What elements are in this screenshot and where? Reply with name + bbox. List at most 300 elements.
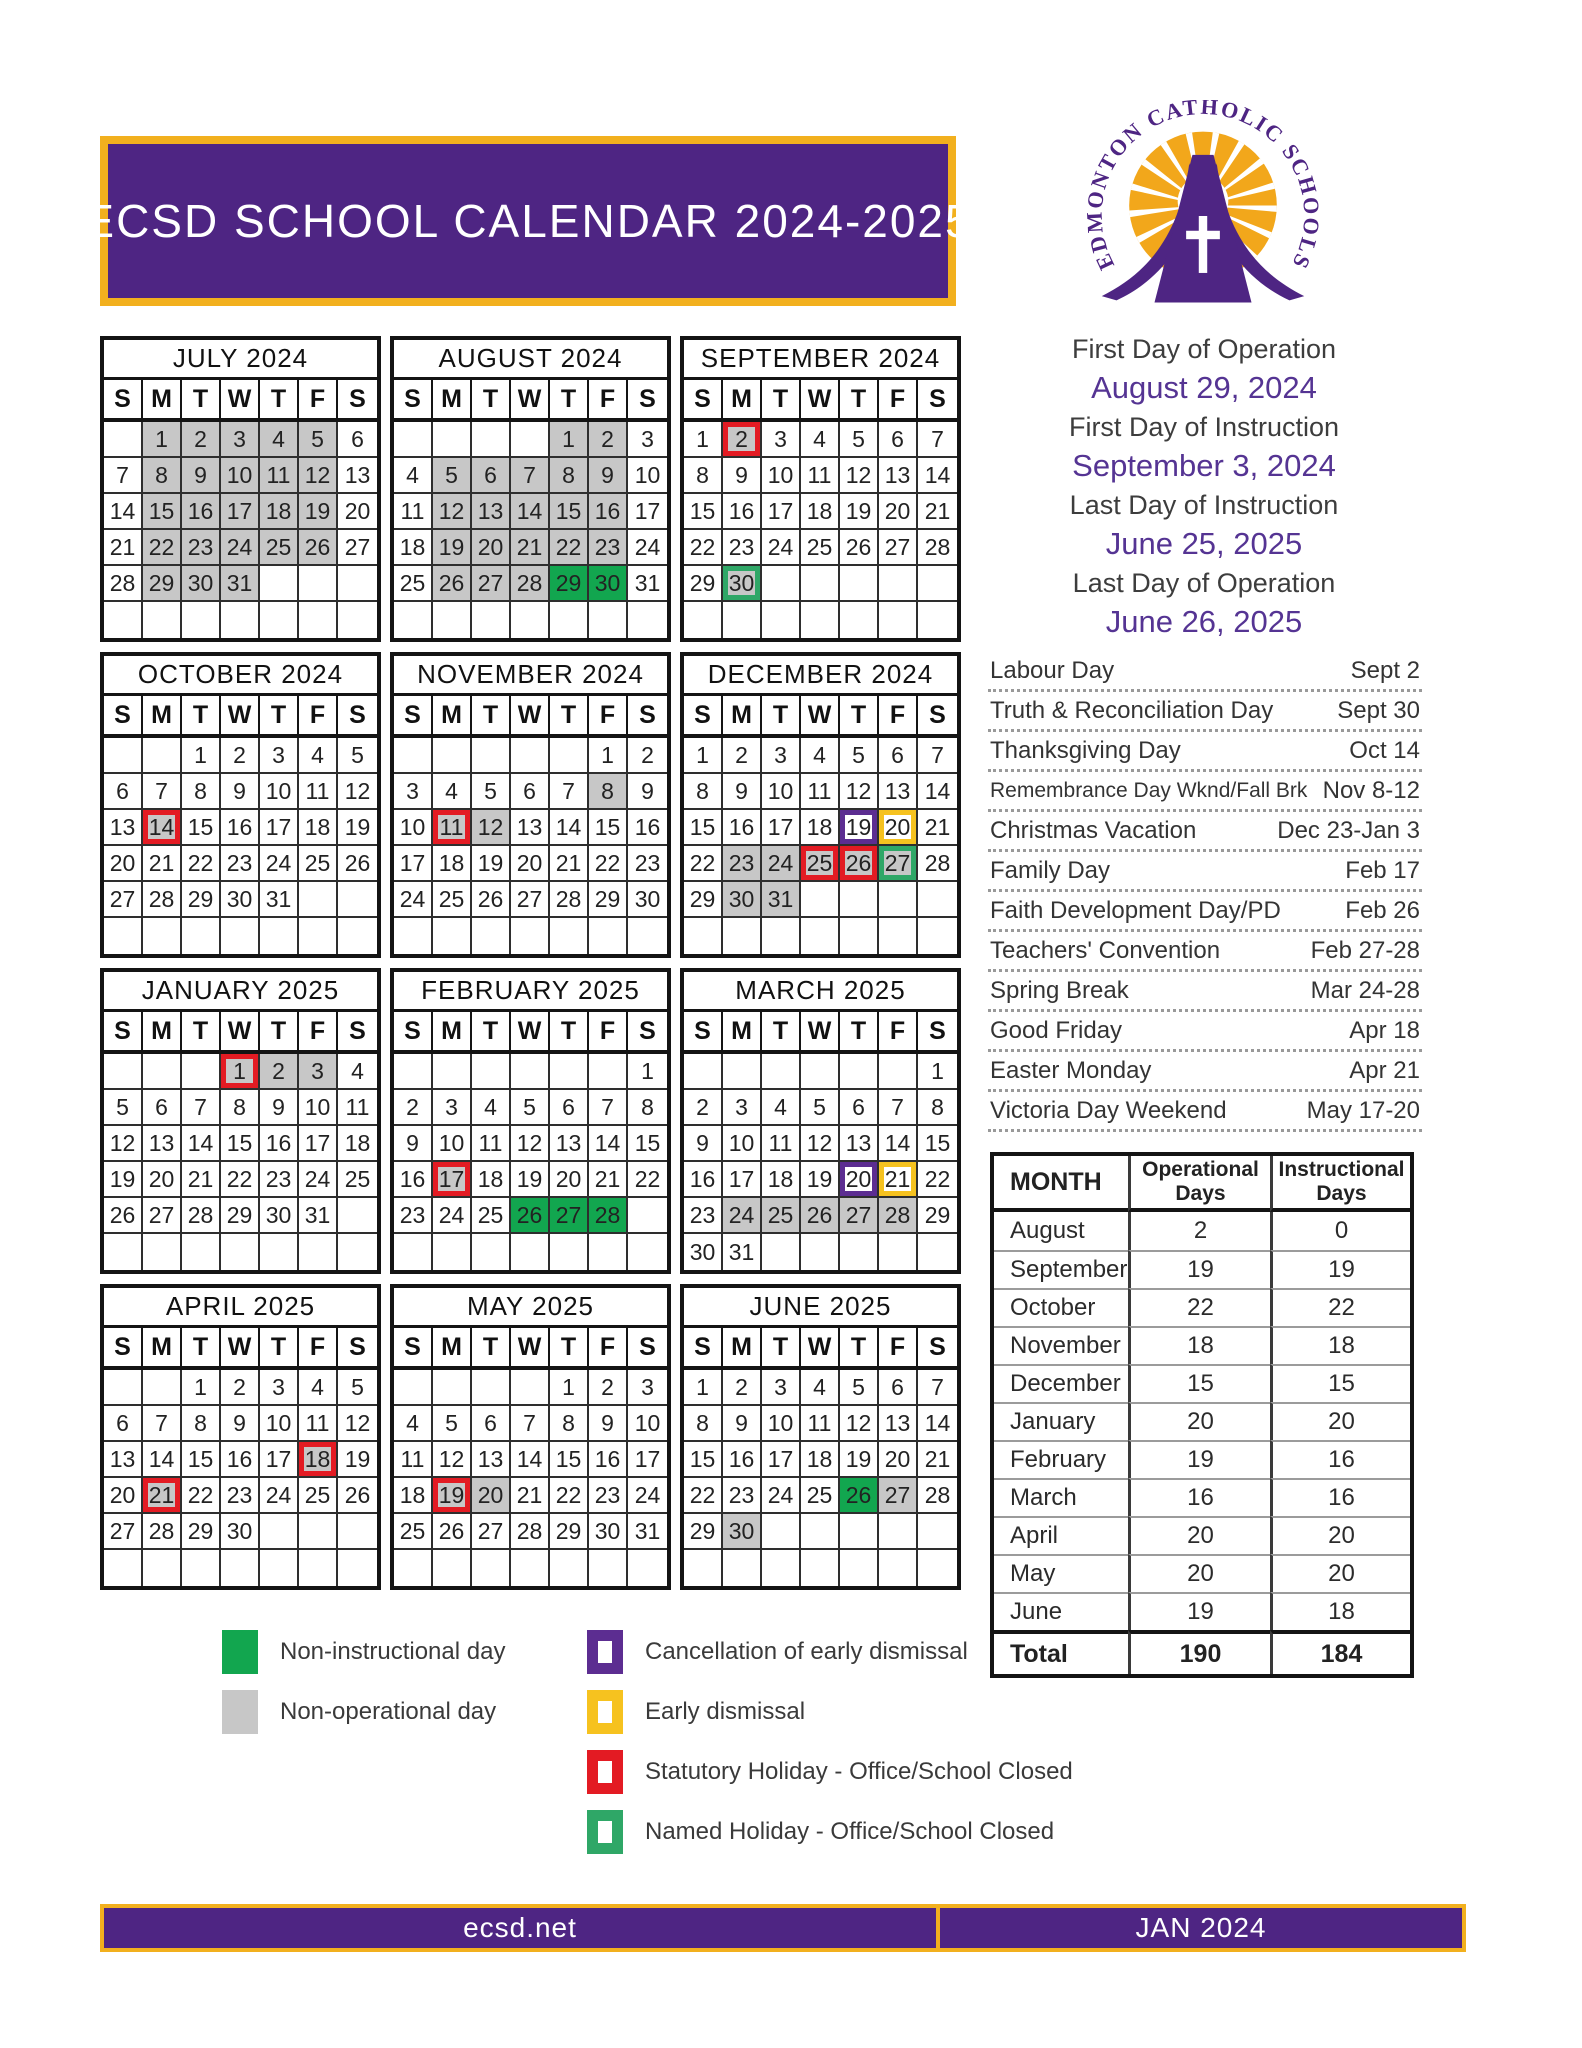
- milestone-label: First Day of Instruction: [1068, 412, 1340, 442]
- calendar-body: [684, 738, 957, 954]
- day-of-week-header: W: [511, 1328, 550, 1366]
- day-cell: [879, 602, 918, 638]
- day-cell: [221, 918, 260, 954]
- day-of-week-header: T: [260, 380, 299, 418]
- day-cell: [299, 918, 338, 954]
- day-of-week-header: F: [589, 1328, 628, 1366]
- day-cell: [511, 918, 550, 954]
- day-cell: 24: [394, 882, 433, 918]
- day-cell: 17: [394, 846, 433, 882]
- day-cell: 7: [143, 1406, 182, 1442]
- day-cell: [338, 1550, 377, 1586]
- days-table-value: 20: [1128, 1554, 1270, 1592]
- day-of-week-header: S: [929, 1016, 946, 1045]
- holiday-label: Faith Development Day/PD: [990, 896, 1281, 924]
- day-cell: 29: [143, 566, 182, 602]
- days-table-month: March: [994, 1478, 1128, 1516]
- day-cell: 19: [338, 810, 377, 846]
- day-cell: 31: [299, 1198, 338, 1234]
- holiday-label: Teachers' Convention: [990, 936, 1221, 964]
- day-cell: 17: [433, 1162, 472, 1198]
- day-cell: [472, 918, 511, 954]
- day-cell: 16: [394, 1162, 433, 1198]
- day-cell: 20: [143, 1162, 182, 1198]
- day-of-week-header: S: [684, 380, 723, 418]
- days-table-month: August: [1010, 1217, 1085, 1244]
- day-cell: [918, 566, 957, 602]
- day-of-week-header: F: [299, 1328, 338, 1366]
- day-cell: 13: [511, 810, 550, 846]
- day-cell: [433, 1054, 472, 1090]
- day-cell: 7: [143, 774, 182, 810]
- day-cell: 26: [433, 566, 472, 602]
- day-cell: 7: [511, 458, 550, 494]
- day-of-week-header: T: [550, 1012, 589, 1050]
- day-of-week-header: W: [801, 380, 840, 418]
- day-cell: 27: [104, 1514, 143, 1550]
- day-cell: 16: [723, 494, 762, 530]
- day-cell: 22: [589, 846, 628, 882]
- day-cell: 25: [299, 846, 338, 882]
- day-of-week-header: T: [762, 1328, 801, 1366]
- day-cell: 5: [338, 1370, 377, 1406]
- day-cell: 23: [221, 1478, 260, 1514]
- days-table-value: 18: [1128, 1326, 1270, 1364]
- day-cell: 19: [472, 846, 511, 882]
- day-cell: [182, 602, 221, 638]
- day-cell: 12: [511, 1126, 550, 1162]
- day-cell: [918, 1234, 957, 1270]
- day-cell: 9: [589, 458, 628, 494]
- legend-right-column: [587, 1630, 1073, 1854]
- holiday-row: [988, 892, 1422, 932]
- day-cell: 17: [723, 1162, 762, 1198]
- day-cell: 25: [299, 1478, 338, 1514]
- day-cell: 24: [433, 1198, 472, 1234]
- day-cell: [684, 918, 723, 954]
- day-cell: 2: [221, 1370, 260, 1406]
- day-cell: 13: [472, 494, 511, 530]
- day-of-week-header: F: [299, 696, 338, 734]
- day-cell: 17: [260, 810, 299, 846]
- day-cell: [628, 1550, 667, 1586]
- calendar-day-headers: [104, 1012, 377, 1054]
- day-cell: 21: [143, 846, 182, 882]
- milestone-dates: [978, 330, 1430, 642]
- day-cell: 27: [840, 1198, 879, 1234]
- day-cell: 11: [801, 774, 840, 810]
- day-cell: 24: [762, 1478, 801, 1514]
- day-cell: 4: [762, 1090, 801, 1126]
- days-table-month: December: [994, 1364, 1128, 1402]
- day-cell: [879, 1054, 918, 1090]
- day-cell: 22: [684, 530, 723, 566]
- day-cell: 30: [684, 1234, 723, 1270]
- day-cell: 26: [840, 530, 879, 566]
- day-cell: [879, 1550, 918, 1586]
- day-cell: 8: [684, 458, 723, 494]
- calendar-day-headers: [394, 1328, 667, 1370]
- day-cell: 30: [221, 1514, 260, 1550]
- day-cell: 12: [299, 458, 338, 494]
- day-of-week-header: S: [104, 1328, 143, 1366]
- day-of-week-header: S: [349, 700, 366, 729]
- day-cell: 28: [589, 1198, 628, 1234]
- day-cell: 31: [260, 882, 299, 918]
- day-cell: 3: [260, 1370, 299, 1406]
- calendar-title: MAY 2025: [394, 1288, 667, 1328]
- day-cell: 16: [723, 1442, 762, 1478]
- day-cell: 14: [918, 774, 957, 810]
- day-cell: 8: [684, 1406, 723, 1442]
- day-cell: [511, 1054, 550, 1090]
- day-cell: [472, 602, 511, 638]
- day-cell: 7: [104, 458, 143, 494]
- day-cell: [182, 918, 221, 954]
- day-cell: 7: [918, 738, 957, 774]
- day-cell: 26: [801, 1198, 840, 1234]
- day-cell: [684, 1550, 723, 1586]
- milestone-date: August 29, 2024: [1091, 370, 1317, 405]
- holiday-label: Remembrance Day Wknd/Fall Brk: [990, 778, 1308, 802]
- calendar-day-headers: [104, 1328, 377, 1370]
- day-cell: 7: [918, 1370, 957, 1406]
- day-cell: 27: [879, 1478, 918, 1514]
- day-cell: 6: [472, 1406, 511, 1442]
- day-cell: 13: [879, 458, 918, 494]
- day-cell: 19: [433, 1478, 472, 1514]
- footer-url-section: [104, 1908, 936, 1948]
- day-cell: [433, 422, 472, 458]
- day-cell: 10: [762, 1406, 801, 1442]
- day-cell: 29: [684, 1514, 723, 1550]
- day-cell: [182, 1054, 221, 1090]
- day-cell: [684, 602, 723, 638]
- legend-swatch-box-yellow-icon: [587, 1690, 623, 1734]
- day-cell: 23: [589, 530, 628, 566]
- day-of-week-header: T: [182, 1328, 221, 1366]
- holiday-list: [988, 652, 1422, 1132]
- holiday-date: Feb 26: [1345, 896, 1420, 924]
- day-cell: [472, 738, 511, 774]
- day-of-week-header: W: [221, 696, 260, 734]
- day-cell: 11: [801, 458, 840, 494]
- day-of-week-header: F: [879, 696, 918, 734]
- day-of-week-header: M: [143, 1012, 182, 1050]
- day-of-week-header: S: [394, 1012, 433, 1050]
- days-table-value: 20: [1128, 1402, 1270, 1440]
- page-title: ECSD SCHOOL CALENDAR 2024-2025: [83, 195, 973, 247]
- day-cell: [879, 1514, 918, 1550]
- day-of-week-header: T: [840, 696, 879, 734]
- calendar-march-2025: [680, 968, 961, 1274]
- day-cell: 21: [879, 1162, 918, 1198]
- day-cell: 6: [879, 422, 918, 458]
- day-cell: [840, 918, 879, 954]
- day-cell: 7: [550, 774, 589, 810]
- day-cell: [472, 422, 511, 458]
- day-cell: 24: [299, 1162, 338, 1198]
- day-cell: 14: [182, 1126, 221, 1162]
- holiday-row: [988, 1052, 1422, 1092]
- day-cell: [260, 1234, 299, 1270]
- day-cell: 8: [628, 1090, 667, 1126]
- day-cell: 8: [550, 458, 589, 494]
- day-of-week-header: T: [550, 696, 589, 734]
- day-cell: 5: [840, 738, 879, 774]
- day-cell: 9: [394, 1126, 433, 1162]
- day-cell: 14: [550, 810, 589, 846]
- calendar-body: [394, 1370, 667, 1586]
- day-cell: 1: [684, 738, 723, 774]
- day-cell: 11: [472, 1126, 511, 1162]
- day-cell: 1: [143, 422, 182, 458]
- day-cell: [394, 918, 433, 954]
- day-cell: 17: [628, 1442, 667, 1478]
- day-cell: 10: [762, 458, 801, 494]
- milestone-label: First Day of Operation: [1071, 334, 1337, 364]
- day-cell: 11: [394, 494, 433, 530]
- day-cell: 17: [762, 1442, 801, 1478]
- day-cell: 8: [589, 774, 628, 810]
- day-cell: [511, 738, 550, 774]
- day-of-week-header: W: [511, 696, 550, 734]
- days-table-grid: [994, 1156, 1410, 1674]
- day-cell: 28: [879, 1198, 918, 1234]
- day-cell: [511, 1234, 550, 1270]
- day-cell: 12: [840, 774, 879, 810]
- day-cell: 23: [723, 846, 762, 882]
- day-cell: 29: [550, 566, 589, 602]
- day-cell: 27: [879, 846, 918, 882]
- day-cell: [143, 738, 182, 774]
- day-of-week-header: W: [801, 696, 840, 734]
- day-cell: 15: [182, 1442, 221, 1478]
- day-cell: 18: [260, 494, 299, 530]
- day-cell: 25: [260, 530, 299, 566]
- day-cell: 3: [762, 1370, 801, 1406]
- holiday-label: Family Day: [990, 856, 1111, 884]
- legend-swatch-box-red-icon: [587, 1750, 623, 1794]
- day-cell: [628, 1234, 667, 1270]
- day-cell: 19: [840, 494, 879, 530]
- day-cell: 9: [723, 774, 762, 810]
- day-cell: 25: [762, 1198, 801, 1234]
- calendar-body: [684, 1370, 957, 1586]
- day-cell: [918, 882, 957, 918]
- day-cell: [338, 882, 377, 918]
- days-table-value: 15: [1128, 1364, 1270, 1402]
- day-cell: 28: [511, 566, 550, 602]
- day-cell: 19: [840, 810, 879, 846]
- day-of-week-header: T: [260, 1012, 299, 1050]
- calendar-january-2025: [100, 968, 381, 1274]
- day-cell: 5: [338, 738, 377, 774]
- day-cell: 21: [104, 530, 143, 566]
- day-cell: 10: [221, 458, 260, 494]
- calendar-november-2024: [390, 652, 671, 958]
- holiday-date: Apr 18: [1349, 1016, 1420, 1044]
- day-cell: 13: [104, 810, 143, 846]
- days-table-value: 20: [1270, 1554, 1410, 1592]
- day-cell: 16: [260, 1126, 299, 1162]
- cross-bar-icon: [1186, 231, 1220, 239]
- day-cell: 27: [550, 1198, 589, 1234]
- holiday-date: Feb 17: [1345, 856, 1420, 884]
- day-cell: 2: [628, 738, 667, 774]
- day-cell: 15: [221, 1126, 260, 1162]
- day-cell: 9: [182, 458, 221, 494]
- day-cell: 28: [182, 1198, 221, 1234]
- days-table-month: January: [994, 1402, 1128, 1440]
- day-cell: 21: [511, 1478, 550, 1514]
- day-cell: [511, 602, 550, 638]
- holiday-date: Feb 27-28: [1310, 936, 1420, 964]
- day-cell: 4: [801, 738, 840, 774]
- day-cell: [589, 1550, 628, 1586]
- day-cell: 6: [511, 774, 550, 810]
- day-of-week-header: S: [684, 696, 723, 734]
- day-cell: [550, 1054, 589, 1090]
- day-cell: 17: [299, 1126, 338, 1162]
- day-cell: 4: [433, 774, 472, 810]
- day-of-week-header: S: [684, 1328, 723, 1366]
- day-cell: [879, 566, 918, 602]
- day-cell: [628, 602, 667, 638]
- day-cell: [338, 1198, 377, 1234]
- milestone-date: June 25, 2025: [1105, 526, 1303, 561]
- day-of-week-header: W: [221, 1012, 260, 1050]
- header-banner: [83, 136, 973, 306]
- day-cell: 2: [723, 738, 762, 774]
- legend-label: Statutory Holiday - Office/School Closed: [645, 1758, 1073, 1785]
- day-cell: 3: [394, 774, 433, 810]
- calendar-body: [394, 738, 667, 954]
- day-cell: [299, 1514, 338, 1550]
- day-cell: 13: [840, 1126, 879, 1162]
- day-cell: 17: [260, 1442, 299, 1478]
- milestone-label: Last Day of Instruction: [1069, 490, 1339, 520]
- days-table-total: Total: [994, 1630, 1128, 1674]
- day-cell: 20: [472, 1478, 511, 1514]
- holiday-row: [988, 812, 1422, 852]
- day-cell: 10: [260, 1406, 299, 1442]
- day-cell: 25: [394, 566, 433, 602]
- day-cell: 16: [589, 494, 628, 530]
- holiday-label: Labour Day: [990, 656, 1115, 684]
- day-cell: [394, 738, 433, 774]
- ecsd-logo: [1078, 100, 1328, 332]
- day-cell: 1: [221, 1054, 260, 1090]
- day-cell: 31: [221, 566, 260, 602]
- day-cell: 9: [723, 1406, 762, 1442]
- calendar-body: [684, 422, 957, 638]
- calendar-title: FEBRUARY 2025: [394, 972, 667, 1012]
- holiday-date: Mar 24-28: [1310, 976, 1420, 1004]
- day-of-week-header: F: [879, 1328, 918, 1366]
- day-cell: 30: [260, 1198, 299, 1234]
- day-cell: 8: [550, 1406, 589, 1442]
- day-of-week-header: S: [639, 1332, 656, 1361]
- calendar-title: JUNE 2025: [684, 1288, 957, 1328]
- day-cell: 25: [801, 1478, 840, 1514]
- day-cell: 19: [433, 530, 472, 566]
- day-cell: [221, 1550, 260, 1586]
- holiday-row: [988, 1012, 1422, 1052]
- day-cell: 3: [628, 422, 667, 458]
- days-table-month: October: [994, 1288, 1128, 1326]
- day-cell: [104, 422, 143, 458]
- day-cell: 30: [723, 566, 762, 602]
- day-of-week-header: S: [639, 384, 656, 413]
- day-of-week-header: T: [762, 1012, 801, 1050]
- day-of-week-header: T: [182, 1012, 221, 1050]
- holiday-label: Good Friday: [990, 1016, 1123, 1044]
- holiday-date: Dec 23-Jan 3: [1277, 816, 1420, 844]
- day-cell: 15: [684, 1442, 723, 1478]
- day-of-week-header: F: [589, 1012, 628, 1050]
- days-table-value: 20: [1270, 1516, 1410, 1554]
- day-cell: 1: [589, 738, 628, 774]
- day-cell: 26: [104, 1198, 143, 1234]
- day-cell: 6: [104, 774, 143, 810]
- day-cell: 8: [143, 458, 182, 494]
- day-cell: 1: [684, 422, 723, 458]
- footer-bar: [100, 1904, 1466, 1952]
- cross-icon: [1199, 216, 1207, 273]
- day-cell: 28: [511, 1514, 550, 1550]
- day-cell: 14: [104, 494, 143, 530]
- day-of-week-header: T: [472, 380, 511, 418]
- day-of-week-header: F: [879, 1012, 918, 1050]
- day-cell: 22: [550, 1478, 589, 1514]
- day-cell: 24: [260, 1478, 299, 1514]
- day-cell: 7: [182, 1090, 221, 1126]
- calendar-title: JANUARY 2025: [104, 972, 377, 1012]
- holiday-label: Easter Monday: [990, 1056, 1152, 1084]
- day-cell: 29: [589, 882, 628, 918]
- day-cell: [550, 602, 589, 638]
- day-cell: 15: [589, 810, 628, 846]
- day-cell: 10: [433, 1126, 472, 1162]
- day-cell: 12: [472, 810, 511, 846]
- day-of-week-header: S: [929, 1332, 946, 1361]
- day-cell: 7: [589, 1090, 628, 1126]
- day-cell: 19: [511, 1162, 550, 1198]
- day-cell: 9: [589, 1406, 628, 1442]
- day-cell: 12: [840, 458, 879, 494]
- day-cell: 28: [918, 530, 957, 566]
- days-table-value: 18: [1270, 1326, 1410, 1364]
- day-cell: 10: [299, 1090, 338, 1126]
- day-cell: [143, 602, 182, 638]
- day-cell: 14: [879, 1126, 918, 1162]
- day-cell: 22: [143, 530, 182, 566]
- day-cell: [550, 1550, 589, 1586]
- day-cell: 7: [511, 1406, 550, 1442]
- legend-item: [222, 1630, 505, 1674]
- day-cell: 9: [260, 1090, 299, 1126]
- calendar-day-headers: [104, 696, 377, 738]
- day-cell: [879, 882, 918, 918]
- day-cell: 5: [299, 422, 338, 458]
- legend-item: [587, 1750, 1073, 1794]
- day-cell: [338, 1514, 377, 1550]
- day-cell: 2: [723, 1370, 762, 1406]
- day-cell: 20: [338, 494, 377, 530]
- day-cell: 15: [684, 810, 723, 846]
- day-cell: 14: [143, 1442, 182, 1478]
